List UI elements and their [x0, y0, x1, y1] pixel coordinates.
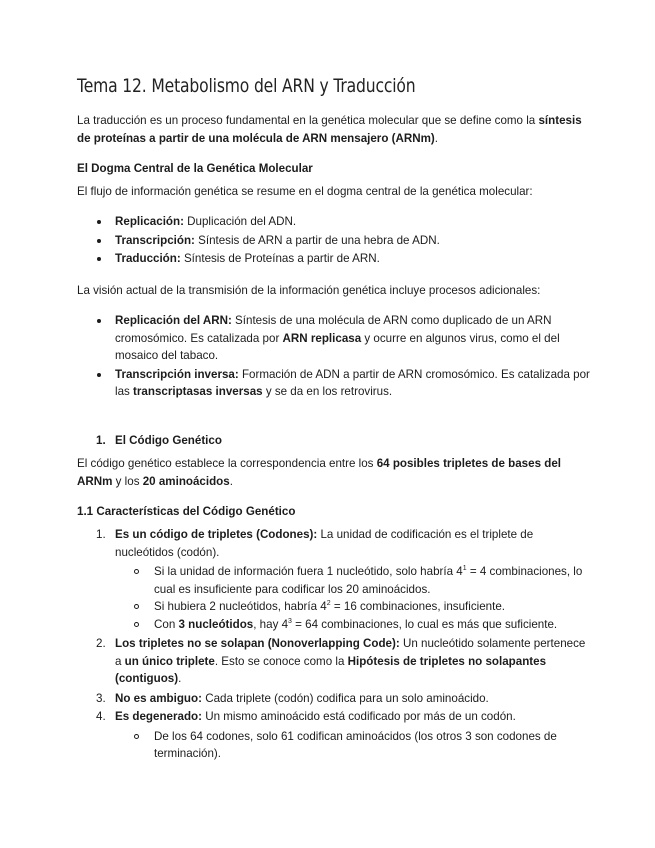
- intro-bold: síntesis de proteínas a partir de una molécula de ARN mensajero (ARNm): [77, 114, 582, 145]
- item-text: Un mismo aminoácido está codificado por más de un codón.: [201, 710, 516, 723]
- sub-text: = 64 combinaciones, lo cual es más que suficiente.: [291, 617, 558, 631]
- intro-paragraph: [77, 112, 595, 147]
- item-text: . Esto se conoce como la: [214, 654, 348, 668]
- sub-list-item: [115, 616, 595, 634]
- item-text: y se da en los retrovirus.: [262, 385, 393, 398]
- section-title: El Código Genético: [115, 434, 222, 447]
- item-text: Síntesis de Proteínas a partir de ARN.: [180, 252, 380, 265]
- list-item: [77, 312, 595, 365]
- vision-text: La visión actual de la transmisión de la información genética incluye procesos adicionales:: [77, 284, 541, 297]
- list-item: [77, 635, 595, 688]
- sub-list-item: [115, 598, 595, 616]
- item-label: Transcripción:: [115, 233, 195, 247]
- sub-list-item: De los 64 codones, solo 61 codifican aminoácidos (los otros 3 son codones de terminación).: [115, 728, 595, 763]
- superscript: 3: [288, 617, 292, 625]
- section-number: 1.: [96, 434, 106, 447]
- list-item: [77, 213, 595, 231]
- section-1-heading: [77, 432, 595, 450]
- item-number: 2.: [96, 637, 106, 650]
- item-text: Un nucleótido solamente pertenece a: [115, 637, 586, 668]
- item-text: Cada triplete (codón) codifica para un solo aminoácido.: [201, 691, 489, 705]
- list-item: [77, 708, 595, 763]
- dogma-list: [77, 213, 595, 269]
- sub-text: Si la unidad de información fuera 1 nucleótido, solo habría 4: [154, 565, 463, 578]
- section-11-heading: 1.1 Características del Código Genético: [77, 505, 296, 518]
- list-item: [77, 250, 595, 268]
- section-1-paragraph: [77, 455, 595, 490]
- item-text: .: [178, 672, 182, 685]
- list-item: [77, 232, 595, 250]
- section-bold: 20 aminoácidos: [142, 474, 230, 488]
- list-item: [77, 366, 595, 401]
- sub-text: Con: [154, 617, 179, 631]
- intro-text: La traducción es un proceso fundamental en la genética molecular que se define como la: [77, 114, 539, 127]
- item-number: 1.: [96, 528, 106, 541]
- section-bold: 64 posibles tripletes de bases del ARNm: [77, 457, 561, 488]
- superscript: 2: [326, 600, 331, 608]
- sub-list: [115, 563, 595, 633]
- item-bold: un único triplete: [124, 654, 215, 668]
- item-text: Síntesis de una molécula de ARN como duplicado de un ARN cromosómico. Es catalizada por: [115, 314, 552, 345]
- dogma-heading: El Dogma Central de la Genética Molecular: [77, 162, 313, 175]
- item-bold: ARN replicasa: [282, 331, 362, 345]
- sub-text: = 16 combinaciones, insuficiente.: [330, 600, 505, 613]
- dogma-text: El flujo de información genética se resume en el dogma central de la genética molecular:: [77, 185, 533, 198]
- item-label: Es degenerado:: [115, 710, 202, 723]
- item-label: Es un código de tripletes (Codones):: [115, 528, 318, 541]
- item-text: La unidad de codificación es el triplete de nucleótidos (codón).: [115, 528, 534, 559]
- item-text: y ocurre en algunos virus, como el del mosaico del tabaco.: [115, 331, 560, 362]
- section-text: El código genético establece la correspondencia entre los: [77, 457, 377, 470]
- sub-text: = 4 combinaciones, lo cual es insuficiente para codificar los 20 aminoácidos.: [154, 565, 583, 596]
- vision-list: [77, 312, 595, 402]
- item-number: 3.: [96, 691, 106, 705]
- item-label: No es ambiguo:: [115, 691, 202, 705]
- sub-list: [115, 728, 595, 763]
- item-text: Duplicación del ADN.: [183, 215, 297, 228]
- item-label: Los tripletes no se solapan (Nonoverlapping Code):: [115, 637, 400, 650]
- sub-list-item: [115, 563, 595, 598]
- item-label: Replicación del ARN:: [115, 314, 232, 327]
- item-number: 4.: [96, 710, 106, 723]
- characteristics-list: [77, 526, 595, 763]
- intro-end: .: [434, 131, 439, 145]
- item-text: Formación de ADN a partir de ARN cromosómico. Es catalizada por las: [115, 367, 590, 398]
- list-item: [77, 690, 595, 708]
- section-text: .: [229, 474, 233, 488]
- item-text: Síntesis de ARN a partir de una hebra de ADN.: [194, 233, 440, 247]
- item-bold: Hipótesis de tripletes no solapantes (contiguos): [115, 654, 547, 685]
- sub-text: , hay 4: [253, 617, 289, 631]
- list-item: [77, 526, 595, 633]
- section-text: y los: [112, 474, 143, 488]
- item-label: Traducción:: [115, 252, 181, 265]
- superscript: 1: [462, 565, 467, 573]
- item-label: Replicación:: [115, 215, 184, 228]
- page-title: Tema 12. Metabolismo del ARN y Traducción: [77, 75, 416, 97]
- section-heading-item: [77, 432, 595, 450]
- sub-bold: 3 nucleótidos: [178, 617, 254, 631]
- sub-text: Si hubiera 2 nucleótidos, habría 4: [154, 600, 327, 613]
- item-label: Transcripción inversa:: [115, 367, 239, 381]
- item-bold: transcriptasas inversas: [133, 385, 263, 398]
